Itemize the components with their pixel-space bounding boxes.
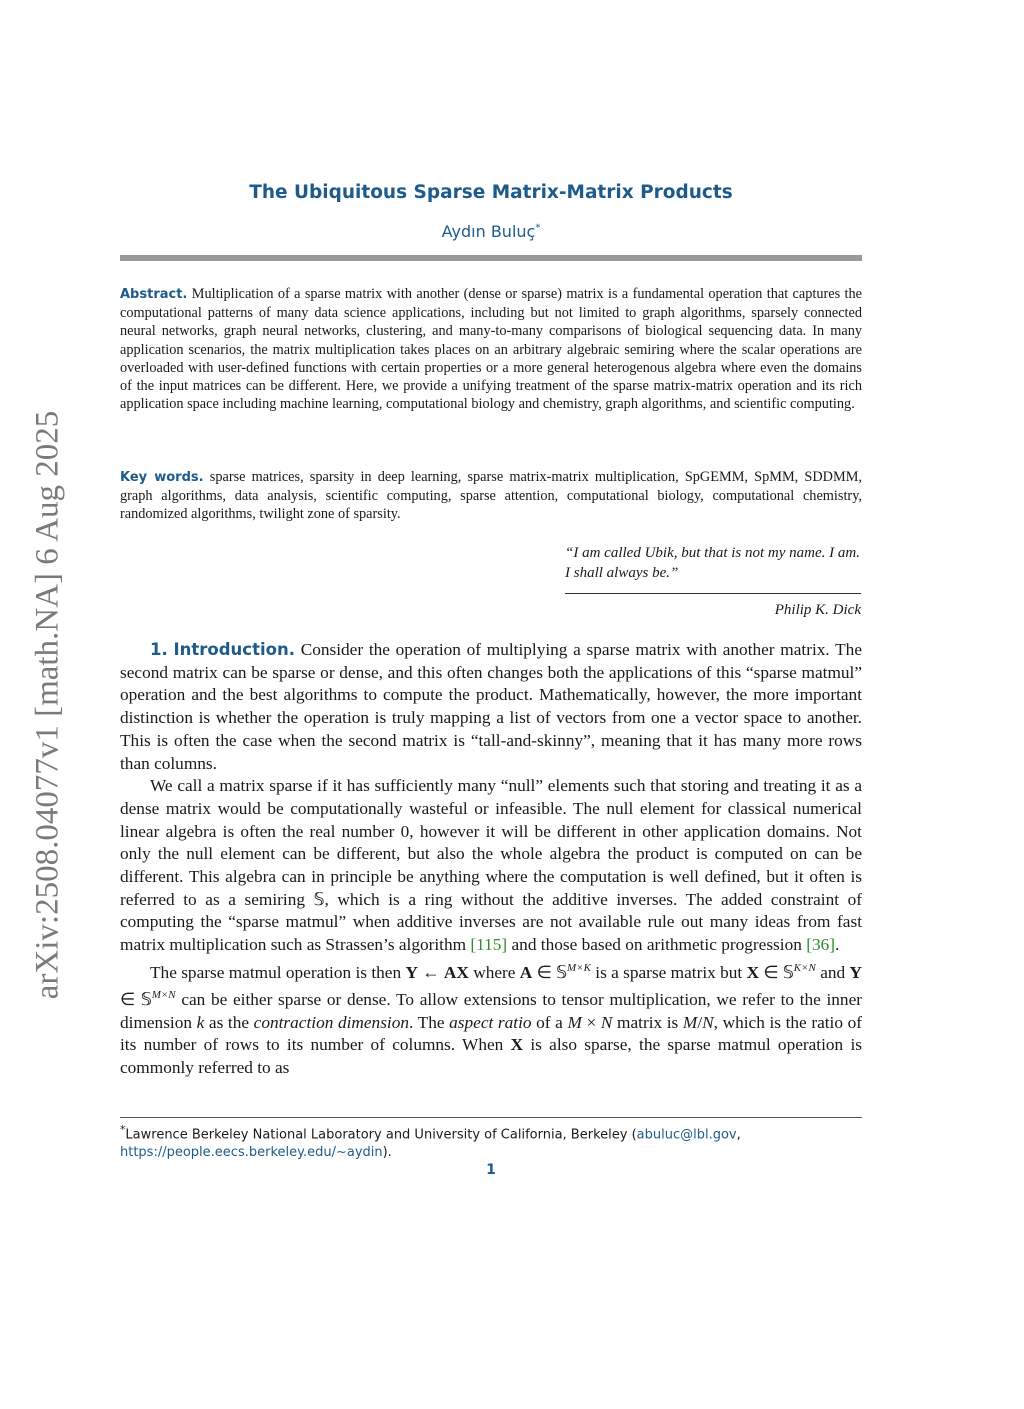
email-link[interactable]: abuluc@lbl.gov — [636, 1127, 737, 1143]
epigraph-author: Philip K. Dick — [774, 602, 861, 618]
intro-paragraph-2 — [120, 775, 862, 957]
intro-p2-text: We call a matrix sparse if it has sufficiently many “null” elements such that storing and treating it as a dense matrix would be computationally wasteful or infeasible. The null element for classical numerical linear algebra is often the real number 0, however it will be different in other application domains. Not only the null element can be different, but also the whole algebra the product is computed on can be different. This algebra can in principle be anything where the computation is well defined, but it often is referred to as a semiring 𝕊, which is a ring without the additive inverses. The added constraint of computing the “sparse matmul” when additive inverses are not available rule out many ideas from fast matrix multiplication such as Strassen’s algorithm — [120, 776, 862, 955]
homepage-link[interactable]: https://people.eecs.berkeley.edu/~aydin — [120, 1145, 383, 1161]
author — [120, 222, 862, 241]
citation-115[interactable]: [115] — [470, 935, 508, 955]
footnote-close: ). — [382, 1145, 392, 1161]
body-text — [120, 639, 862, 1080]
abstract-label: Abstract. — [120, 287, 188, 302]
keywords — [120, 468, 862, 524]
section-title: Introduction. — [173, 640, 295, 659]
footnote-separator: , — [736, 1127, 741, 1143]
intro-p1-text: Consider the operation of multiplying a sparse matrix with another matrix. The second matrix can be sparse or dense, and this often changes both the applications of this “sparse matmul” operation and the best algorithms to compute the product. Mathematically, however, the more important distinction is whether the operation is truly mapping a list of vectors from one a vector space to another. This is often the case when the second matrix is “tall-and-skinny”, meaning that it has many more rows than columns. — [120, 640, 862, 773]
title-rule — [120, 255, 862, 261]
epigraph-quote: “I am called Ubik, but that is not my name. I am. I shall always be.” — [565, 545, 860, 581]
paper-title: The Ubiquitous Sparse Matrix-Matrix Products — [249, 182, 733, 203]
page-number: 1 — [486, 1162, 496, 1178]
keywords-label: Key words. — [120, 470, 204, 485]
abstract-text: Multiplication of a sparse matrix with another (dense or sparse) matrix is a fundamental operation that captures the computational patterns of many data science applications, including but not limited to graph algorithms, sparsely connected neural networks, graph neural networks, clustering, and many-to-many comparisons of biological sequencing data. In many application scenarios, the matrix multiplication takes places on an arbitrary algebraic semiring where the scalar operations are overloaded with user-defined functions with certain properties or a more general heterogenous algebra where even the domains of the input matrices can be different. Here, we provide a unifying treatment of the sparse matrix-matrix operation and its rich application space including machine learning, computational biology and chemistry, graph algorithms, and scientific computing. — [120, 286, 862, 413]
author-name: Aydın Buluç — [441, 222, 536, 241]
intro-paragraph-3: The sparse matmul operation is then Y ← AX where A ∈ 𝕊$^{M\times K}$ is a sparse matrix but X ∈ 𝕊$^{K\times N}$ and Y ∈ 𝕊$^{M\times N}$ can be either sparse or dense. To allow extensions to tensor multiplication, we refer to the inner dimension k as the contraction dimension. The aspect ratio of a M × N matrix is M/N, which is the ratio of its number of rows to its number of columns. When X is also sparse, the sparse matmul operation is commonly referred to as — [120, 961, 863, 1078]
intro-p2-end: . — [835, 935, 840, 955]
intro-paragraph-1 — [120, 639, 862, 775]
keywords-text: sparse matrices, sparsity in deep learning, sparse matrix-matrix multiplication, SpGEMM, SpMM, SDDMM, graph algorithms, data analysis, scientific computing, sparse attention, computational biology, computational chemistry, randomized algorithms, twilight zone of sparsity. — [120, 469, 863, 523]
citation-36[interactable]: [36] — [806, 935, 835, 955]
footnote — [120, 1121, 862, 1162]
epigraph-rule — [565, 593, 861, 594]
abstract — [120, 285, 862, 413]
footnote-affiliation: Lawrence Berkeley National Laboratory and University of California, Berkeley ( — [125, 1127, 637, 1143]
footnote-rule — [120, 1117, 862, 1118]
section-number: 1. — [150, 640, 168, 659]
author-footnote-mark[interactable]: * — [535, 222, 541, 234]
intro-p2-mid: and those based on arithmetic progression — [511, 935, 802, 955]
footnote-mark: * — [120, 1123, 126, 1136]
arxiv-stamp: arXiv:2508.04077v1 [math.NA] 6 Aug 2025 — [29, 410, 66, 1000]
epigraph — [565, 543, 861, 620]
